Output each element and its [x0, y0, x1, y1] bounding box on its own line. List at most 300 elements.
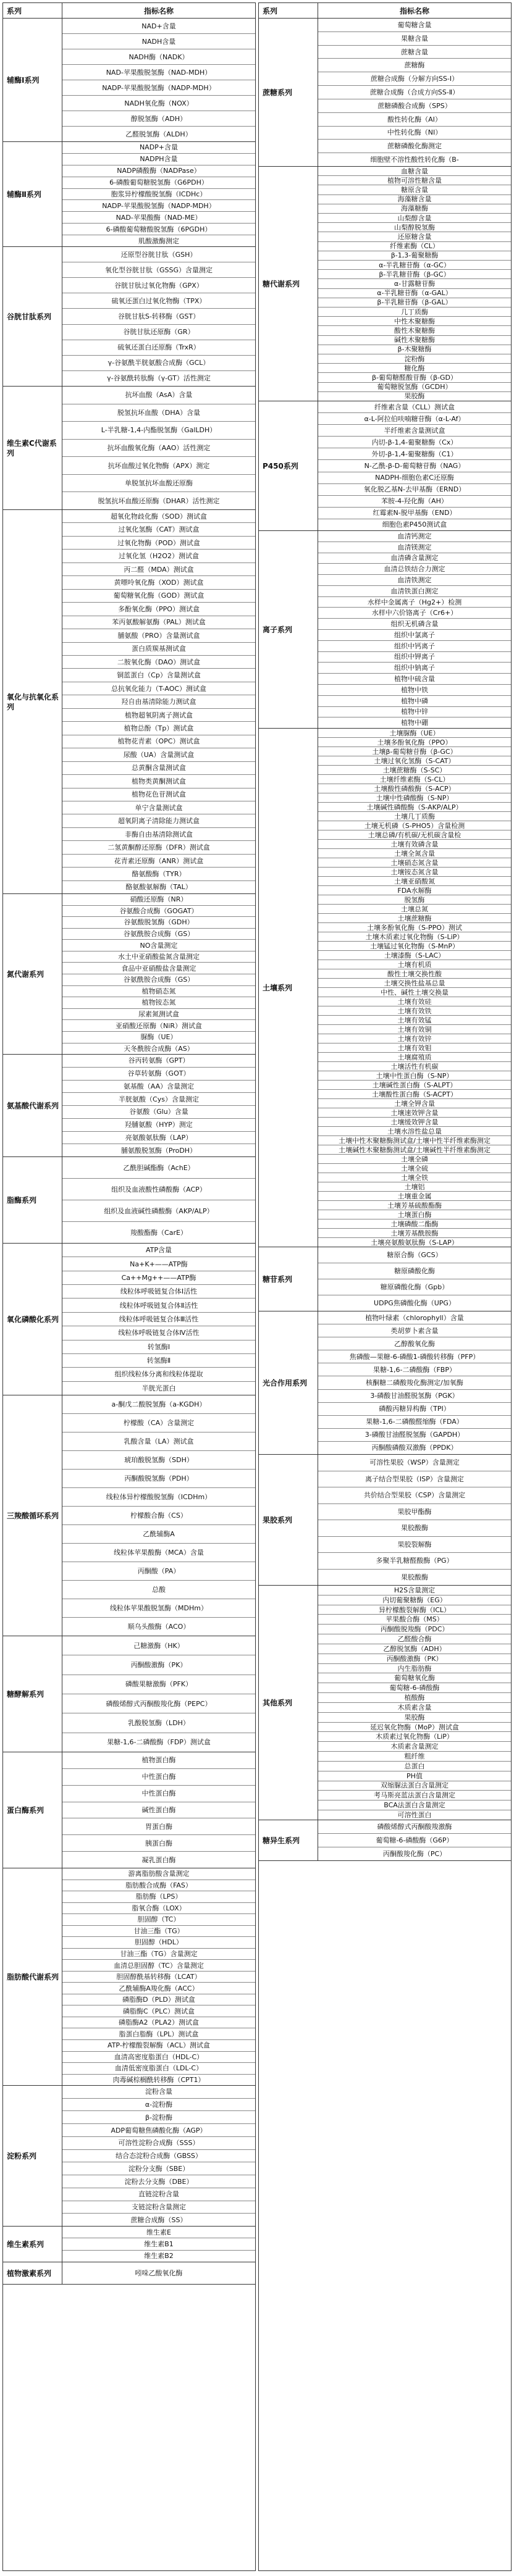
indicator-item: 超氧阴离子清除能力测试盒	[62, 814, 255, 827]
series-name: 氨基酸代谢系列	[3, 1055, 62, 1156]
indicator-item: 羧酸酯酶（CarE）	[130, 1228, 187, 1237]
indicator-item: α-半乳糖苷酶（α-GAL）	[318, 289, 511, 298]
indicator-list	[62, 510, 255, 893]
indicator-item: 脂肪酶（LPS）	[62, 1891, 255, 1903]
indicator-item: 葡萄糖-6-磷酸酶（G6P）	[318, 1834, 511, 1847]
indicator-item: 乙醛脱氢酶（ALDH）	[125, 130, 192, 138]
indicator-list	[62, 1244, 255, 1395]
series-name: 维生素系列	[3, 2227, 62, 2262]
indicator-item: 线粒体苹果酸脱氢酶（MDHm）	[62, 1599, 255, 1618]
indicator-item: 谷氨酰胺合成酶（GS）	[62, 974, 255, 986]
indicator-item: 吲哚乙酸氧化酶	[135, 2269, 183, 2277]
series-group	[259, 1311, 511, 1455]
indicator-item: 谷草转氨酶（GOT）	[62, 1068, 255, 1081]
indicator-item: 内生脂肪酶	[318, 1664, 511, 1674]
indicator-item: 血清磷含量测定	[318, 553, 511, 564]
indicator-item: NADH含量	[62, 34, 255, 49]
indicator-item: 土壤蛋白酶	[318, 1210, 511, 1219]
indicator-item: 3-磷酸甘油醛脱氢酶（GAPDH）	[318, 1429, 511, 1442]
indicator-item: 乙醇脱氢酶（ADH）	[318, 1644, 511, 1654]
series-name: 谷胱甘肽系列	[3, 247, 62, 386]
indicator-list	[318, 401, 511, 530]
indicator-item: 苹果酸合酶（MS）	[318, 1615, 511, 1625]
series-name: 辅酶Ⅱ系列	[3, 142, 62, 246]
indicator-item: 组织无机磷含量	[318, 619, 511, 630]
indicator-item: NADP-苹果酸脱氢酶（NADP-MDH）	[62, 80, 255, 96]
series-group	[3, 142, 255, 247]
indicator-item: 土壤纤维素酶（S-CL）	[318, 775, 511, 784]
indicator-item: 支链淀粉含量测定	[62, 2201, 255, 2214]
indicator-item: 磷酸烯醇式丙酮酸羧化酶（PEPC）	[62, 1694, 255, 1713]
indicator-item: 氧化脱乙基N-去甲基酶（ERND）	[318, 484, 511, 496]
indicator-item: 植物超氧阴离子测试盒	[62, 709, 255, 722]
indicator-item: 甘油三酯（TG）含量测定	[62, 1949, 255, 1960]
indicator-item: 6-磷酸葡萄糖酸脱氢酶（6PGDH）	[62, 224, 255, 235]
indicator-item: 酸性木聚糖酶	[318, 326, 511, 335]
indicator-item: 组织中钙离子	[318, 641, 511, 652]
indicator-item: 木质素含量	[318, 1703, 511, 1713]
indicator-item: 果胶甲酯酶	[318, 1504, 511, 1521]
left-table-header	[3, 3, 255, 19]
indicator-item: 果胶酸酶	[318, 1520, 511, 1537]
indicator-item: 中性、碱性土壤交换量	[318, 988, 511, 997]
indicator-item: 直链淀粉含量	[62, 2188, 255, 2201]
indicator-item: 还原型谷胱甘肽（GSH）	[62, 247, 255, 262]
indicator-list	[62, 1395, 255, 1636]
indicator-item: 碱性木聚糖酶	[318, 336, 511, 345]
indicator-item: 单脱氢抗坏血酸还原酶	[62, 475, 255, 493]
indicator-item: 琥珀酸脱氢酶（SDH）	[62, 1451, 255, 1470]
indicator-list	[318, 1586, 511, 1820]
indicator-item: 土壤脲酶（UE）	[318, 729, 511, 738]
indicator-item: 土壤全钾含量	[318, 1099, 511, 1108]
indicator-item: 淀粉分支酶（SBE）	[62, 2162, 255, 2175]
indicator-item: 土壤腐殖质	[318, 1053, 511, 1062]
indicator-item: 土壤全磷	[318, 1155, 511, 1164]
indicator-item: 果胶酶	[404, 392, 425, 401]
indicator-item: 谷氨酸合成酶（GOGAT）	[62, 906, 255, 918]
series-group	[259, 1586, 511, 1820]
series-group	[3, 387, 255, 510]
indicator-item: 土壤蔗糖酶（S-SC）	[318, 766, 511, 775]
indicator-list	[62, 387, 255, 509]
indicator-item: 蔗糖含量	[318, 46, 511, 59]
indicator-item: α-甘露糖苷酶	[318, 279, 511, 288]
indicator-item: 土壤重金属	[318, 1192, 511, 1201]
indicator-item: 还原糖含量	[318, 232, 511, 241]
series-name: 淀粉系列	[3, 2086, 62, 2226]
series-group	[259, 1455, 511, 1586]
indicator-item: 谷胱甘肽S-转移酶（GST）	[62, 309, 255, 324]
indicator-item: 植物中硼	[401, 719, 428, 727]
indicator-item: 乳酸含量（LA）测试盒	[62, 1432, 255, 1451]
indicator-list	[318, 19, 511, 166]
indicator-list	[318, 167, 511, 401]
indicator-item: 胆固醇（TC）	[62, 1914, 255, 1926]
indicator-item: 血清总铁结合力测定	[318, 564, 511, 575]
indicator-item: 糖原含量	[318, 185, 511, 194]
indicator-item: 谷氨酰胺合成酶（GS）	[62, 929, 255, 940]
series-group	[3, 1055, 255, 1157]
indicator-item: 葡萄糖-6-磷酸酶	[318, 1683, 511, 1693]
indicator-item: 维生素B1	[62, 2238, 255, 2250]
series-group	[3, 894, 255, 1055]
indicator-item: 线粒体呼吸链复合体Ⅱ活性	[62, 1298, 255, 1312]
indicator-item: 硫氧还蛋白还原酶（TrxR）	[62, 340, 255, 356]
indicator-item: 土壤亮氨酸氨肽酶（S-LAP）	[371, 1238, 458, 1247]
indicator-item: 蔗糖合成酶（合成方向SS-Ⅱ）	[318, 86, 511, 99]
indicator-item: 延迟氧化物酶（MoP）测试盒	[318, 1723, 511, 1733]
indicator-item: 醇脱氢酶（ADH）	[62, 111, 255, 127]
series-name: 糖异生系列	[259, 1820, 318, 1860]
indicator-item: 土壤有效铜	[318, 1025, 511, 1034]
series-name: 氮代谢系列	[3, 894, 62, 1054]
indicator-item: NADP-苹果酸脱氢酶（NADP-MDH）	[62, 200, 255, 212]
indicator-item: 植物花青素（OPC）测试盒	[62, 735, 255, 748]
indicator-item: 植酸酶	[318, 1693, 511, 1703]
series-group	[259, 1247, 511, 1311]
indicator-item: 多聚半乳糖醛酸酶（PG）	[318, 1553, 511, 1570]
indicator-item: 脯氨酸脱氢酶（ProDH）	[120, 1146, 197, 1155]
indicator-item: 酸性土壤交换性酸	[318, 969, 511, 979]
indicator-item: 土壤多酚氧化酶（S-PPO）测试	[318, 923, 511, 932]
indicator-item: 丙酮酸（PA）	[62, 1562, 255, 1581]
indicator-item: 植物蛋白酶	[62, 1752, 255, 1769]
indicator-item: 乙醇酸氧化酶	[318, 1337, 511, 1350]
indicator-item: 土壤碱性木聚糖酶测试盒/土壤碱性半纤维素酶测定	[318, 1145, 511, 1155]
indicator-list	[62, 1055, 255, 1156]
series-group	[3, 2262, 255, 2285]
indicator-item: 土壤磷酸二酯酶	[318, 1219, 511, 1229]
indicator-item: 淀粉酶	[318, 354, 511, 364]
series-group	[259, 531, 511, 729]
indicator-item: 木质素过氧化物酶（LiP）	[318, 1732, 511, 1742]
indicator-item: 土壤硝态氮含量	[318, 858, 511, 868]
series-group	[259, 401, 511, 531]
indicator-item: 土壤芳基硫酸酯酶	[318, 1201, 511, 1210]
indicator-item: 考马斯亮蓝法蛋白含量测定	[318, 1791, 511, 1800]
indicator-item: 肌酸激酶测定	[138, 236, 179, 245]
indicator-item: 内切-β-1,4-葡聚糖酶（Cx）	[318, 437, 511, 448]
series-group	[3, 2227, 255, 2262]
indicator-item: 糖原磷酸化酶（Gpb）	[318, 1279, 511, 1295]
indicator-item: 超氧化物歧化酶（SOD）测试盒	[62, 510, 255, 523]
indicator-item: 乙酰辅酶A羧化酶（ACC）	[62, 1983, 255, 1994]
indicator-item: 磷脂酶C（PLC）测试盒	[62, 2005, 255, 2017]
indicator-item: 中性转化酶（NI）	[318, 127, 511, 140]
indicator-item: 非酶自由基清除测试盒	[62, 828, 255, 841]
indicator-item: NAD+含量	[62, 19, 255, 34]
indicator-list	[318, 1311, 511, 1454]
indicator-item: 土壤蔗糖酶	[318, 914, 511, 923]
indicator-item: 土壤酸性蛋白酶（S-ACPT）	[318, 1090, 511, 1099]
indicator-item: 二胺氧化酶（DAO）测试盒	[62, 656, 255, 669]
indicator-item: 脂肪酸合成酶（FAS）	[62, 1880, 255, 1892]
indicator-item: 己糖激酶（HK）	[62, 1636, 255, 1655]
indicator-item: Na+K+——ATP酶	[62, 1257, 255, 1271]
indicator-item: 组织及血液碱性磷酸酶（AKP/ALP）	[62, 1200, 255, 1222]
indicator-item: 酸性转化酶（AI）	[318, 113, 511, 127]
indicator-item: NADPH含量	[62, 154, 255, 165]
indicator-item: 氧化型谷胱甘肽（GSSG）含量测定	[62, 262, 255, 278]
indicator-item: 血清钙测定	[318, 531, 511, 542]
indicator-item: 尿素氮测试盒	[62, 1009, 255, 1021]
indicator-item: 羟自由基清除能力测试盒	[62, 695, 255, 708]
indicator-item: 磷酸果糖激酶（PFK）	[62, 1675, 255, 1694]
indicator-item: 半胱光蛋白	[141, 1384, 176, 1392]
indicator-item: 谷氨酸（Glu）含量	[62, 1106, 255, 1119]
indicator-item: 蔗糖磷酸化酶测定	[318, 140, 511, 153]
indicator-item: 维生素E	[62, 2227, 255, 2238]
indicator-item: 土壤酸性磷酸酶（S-ACP）	[318, 784, 511, 793]
series-name: 离子系列	[259, 531, 318, 728]
indicator-item: 亮氨酸氨肽酶（LAP）	[62, 1132, 255, 1145]
indicator-item: 谷胱甘肽还原酶（GR）	[62, 325, 255, 340]
indicator-item: 丙酮酸磷酸双激酶（PPDK）	[371, 1444, 458, 1452]
indicator-item: 土壤总氮	[318, 905, 511, 914]
indicator-item: 转氢酶Ⅰ	[62, 1340, 255, 1354]
indicator-item: 线粒体苹果酸酶（MCA）含量	[62, 1544, 255, 1562]
indicator-item: 羟脯氨酸（HYP）测定	[62, 1119, 255, 1132]
indicator-item: α-半乳糖苷酶（α-GC）	[318, 261, 511, 270]
indicator-item: 丙酮酸脱羧酶（PDC）	[318, 1625, 511, 1634]
series-name: P450系列	[259, 401, 318, 530]
indicator-item: 蔗糖合成酶（SS）	[130, 2215, 187, 2224]
indicator-list	[62, 1752, 255, 1868]
series-name: 脂肪酸代谢系列	[3, 1868, 62, 2085]
indicator-item: 土壤芳基酰胺酶	[318, 1229, 511, 1238]
indicator-item: 土壤中性磷酸酶（S-NP）	[318, 793, 511, 803]
indicator-item: 土壤β-葡萄糖苷酶（β-GC）	[318, 747, 511, 756]
indicator-item: 硫氧还蛋白过氧化物酶（TPX）	[62, 293, 255, 309]
indicator-item: 植物可溶性糖含量	[318, 176, 511, 185]
indicator-item: 土壤中性木聚糖酶测试盒/土壤中性半纤维素酶测定	[318, 1136, 511, 1145]
indicator-item: 葡萄糖含量	[318, 19, 511, 32]
indicator-item: 抗坏血酸过氧化物酶（APX）测定	[62, 457, 255, 475]
indicator-item: 土壤全铁	[318, 1173, 511, 1182]
indicator-item: 植物硝态氮	[62, 986, 255, 998]
indicator-item: 乙醛酸合酶	[318, 1634, 511, 1644]
indicator-item: β-半乳糖苷酶（β-GAL）	[318, 298, 511, 307]
indicator-item: 总酸	[62, 1581, 255, 1599]
indicator-list	[62, 1636, 255, 1752]
indicator-item: 脂氧合酶（LOX）	[62, 1903, 255, 1915]
series-group	[3, 1395, 255, 1636]
series-group	[3, 1636, 255, 1752]
indicator-item: 中性蛋白酶	[62, 1769, 255, 1786]
indicator-item: 丙二醛（MDA）测试盒	[62, 563, 255, 576]
indicator-item: 天冬酰胺合成酶（AS）	[124, 1044, 194, 1053]
indicator-item: 血清镁测定	[318, 542, 511, 553]
indicator-item: NAD-苹果酸酶（NAD-ME）	[62, 212, 255, 224]
indicator-item: 血清铁蛋白测定	[318, 586, 511, 597]
indicator-item: 脱氢抗坏血酸（DHA）含量	[62, 404, 255, 422]
indicator-item: 食品中亚硝酸盐含量测定	[62, 963, 255, 974]
series-group	[3, 2086, 255, 2227]
indicator-list	[62, 894, 255, 1054]
indicator-item: 双缩脲法蛋白含量测定	[318, 1781, 511, 1791]
indicator-item: 果胶酸酶	[401, 1573, 428, 1581]
indicator-item: 植物中铁	[318, 685, 511, 696]
indicator-item: 碱性蛋白酶	[62, 1802, 255, 1819]
indicator-list	[62, 19, 255, 141]
series-header: 系列	[3, 3, 62, 18]
indicator-item: 丙酮酸激酶（PK）	[62, 1655, 255, 1675]
indicator-item: 单宁含量测试盒	[62, 801, 255, 814]
indicator-item: 蛋白质羰基测试盒	[62, 643, 255, 656]
indicator-item: 谷胱甘肽过氧化物酶（GPX）	[62, 278, 255, 293]
indicator-item: NADH酶（NADK）	[62, 49, 255, 65]
indicator-item: 磷脂酶A2（PLA2）测试盒	[62, 2017, 255, 2029]
indicator-item: 脱氢抗坏血酸还原酶（DHAR）活性测定	[98, 496, 220, 505]
indicator-list	[318, 1820, 511, 1860]
indicator-item: 土壤无机磷（S-PHO5）含量检测	[318, 821, 511, 830]
indicator-item: 土壤锰过氧化物酶（S-MnP）	[318, 942, 511, 951]
indicator-item: 土壤中性蛋白酶（S-NP）	[318, 1071, 511, 1081]
indicator-item: 土壤总磷/有机碳/无机碳含量检	[318, 830, 511, 840]
indicator-item: 线粒体呼吸链复合体Ⅰ活性	[62, 1285, 255, 1298]
indicator-item: 脲酶（UE）	[62, 1032, 255, 1043]
indicator-item: 土壤活性有机碳	[318, 1062, 511, 1071]
indicator-item: 果糖含量	[318, 32, 511, 46]
indicator-item: 可溶性蛋白	[397, 1810, 432, 1819]
indicator-item: 柠檬酸合酶（CS）	[62, 1507, 255, 1525]
indicator-item: 乳酸脱氢酶（LDH）	[62, 1713, 255, 1733]
indicator-item: 土壤铵态氮含量	[318, 868, 511, 877]
series-name: 三羧酸循环系列	[3, 1395, 62, 1636]
indicator-item: 粗纤维	[318, 1752, 511, 1762]
indicator-header: 指标名称	[143, 6, 174, 15]
indicator-item: 可溶性淀粉合成酶（SSS）	[62, 2137, 255, 2150]
indicator-item: 海藻糖酶	[318, 204, 511, 214]
series-name: 果胶系列	[259, 1455, 318, 1585]
indicator-item: 线粒体呼吸链复合体Ⅲ活性	[62, 1313, 255, 1326]
series-name: 光合作用系列	[259, 1311, 318, 1454]
indicator-item: β-半乳糖苷酶（β-GC）	[318, 270, 511, 279]
indicator-item: 组织中钾离子	[318, 652, 511, 663]
indicator-item: 谷氨酸脱氢酶（GDH）	[62, 917, 255, 929]
indicator-item: 过氧化氢（H2O2）测试盒	[62, 550, 255, 562]
series-name: 氧化与抗氧化系列	[3, 510, 62, 893]
indicator-item: 血清高密度脂蛋白（HDL-C）	[62, 2052, 255, 2064]
indicator-item: 胆固醇（HDL）	[62, 1937, 255, 1949]
indicator-item: 总黄酮含量测试盒	[62, 762, 255, 775]
indicator-item: 植物总酚（Tp）测试盒	[62, 722, 255, 735]
series-name: 糖代谢系列	[259, 167, 318, 401]
indicator-item: 土壤速效钾含量	[318, 1108, 511, 1118]
indicator-item: 铜蓝蛋白（Cp）含量测试盒	[62, 669, 255, 682]
indicator-item: 土壤碱性磷酸酶（S-AKP/ALP）	[318, 803, 511, 812]
indicator-item: 组织中钠离子	[318, 663, 511, 674]
indicator-item: 葡萄糖氧化酶（GOD）测试盒	[62, 590, 255, 603]
indicator-item: 异柠檬酸裂解酶（ICL）	[318, 1605, 511, 1615]
indicator-item: ATP含量	[62, 1244, 255, 1257]
indicator-item: 细胞壁不溶性酸性转化酶（B-	[370, 156, 459, 164]
indicator-list	[318, 729, 511, 1247]
indicator-item: 谷丙转氨酶（GPT）	[62, 1055, 255, 1068]
indicator-item: 3-磷酸甘油醛脱氢酶（PGK）	[318, 1390, 511, 1403]
indicator-item: N-乙酰-β-D-葡萄糖苷酶（NAG）	[318, 460, 511, 472]
indicator-item: 葡萄糖氧化酶	[318, 1673, 511, 1683]
indicator-item: 花青素还原酶（ANR）测试盒	[62, 855, 255, 868]
indicator-item: NADH氧化酶（NOX）	[62, 96, 255, 111]
indicator-item: NO含量测定	[62, 940, 255, 951]
indicator-list	[62, 247, 255, 386]
indicator-item: 葡萄糖脱氢酶（GCDH）	[318, 383, 511, 392]
right-table-header	[259, 3, 511, 19]
indicator-item: 土壤有效磷含量	[318, 840, 511, 849]
indicator-list	[62, 142, 255, 246]
indicator-item: 氨基酸（AA）含量测定	[62, 1081, 255, 1094]
series-group	[3, 1244, 255, 1395]
indicator-item: 果糖-1,6-二磷酸酶（FDP）测试盒	[107, 1738, 211, 1747]
indicator-item: 胰蛋白酶	[62, 1835, 255, 1852]
indicator-item: 土壤全氮含量	[318, 849, 511, 858]
indicator-item: 蔗糖酶	[318, 59, 511, 72]
indicator-item: 胞浆异柠檬酸脱氢酶（ICDHc）	[62, 189, 255, 201]
indicator-item: α-L-阿拉伯呋喃糖苷酶（α-L-Af）	[318, 413, 511, 425]
indicator-item: 土壤多酚氧化酶（PPO）	[318, 738, 511, 747]
indicator-item: 植物叶绿素（chlorophyll）含量	[318, 1311, 511, 1324]
indicator-item: 总抗氧化能力（T-AOC）测试盒	[62, 682, 255, 695]
series-group	[3, 19, 255, 142]
indicator-header: 指标名称	[399, 6, 429, 15]
indicator-item: β-1,3-葡聚糖酶	[318, 251, 511, 261]
indicator-item: 淀粉去分支酶（DBE）	[62, 2175, 255, 2188]
series-group	[3, 1157, 255, 1244]
indicator-item: 黄嘌呤氧化酶（XOD）测试盒	[62, 576, 255, 589]
indicator-item: 甘油三酯（TG）	[62, 1926, 255, 1938]
series-name: 其他系列	[259, 1586, 318, 1820]
indicator-item: 土壤有效锰	[318, 1016, 511, 1025]
indicator-list	[62, 2227, 255, 2262]
indicator-item: 转氢酶Ⅱ	[62, 1354, 255, 1368]
indicator-item: L-半乳糖-1,4-内酯脱氢酶（GalLDH）	[62, 422, 255, 440]
series-name: 植物激素系列	[3, 2262, 62, 2284]
indicator-item: 土壤木质素过氧化物酶（S-LiP）	[318, 932, 511, 942]
indicator-item: 山梨醇含量	[318, 214, 511, 223]
indicator-item: 乙酰辅酶A	[62, 1525, 255, 1544]
series-group	[259, 167, 511, 401]
indicator-item: 外切-β-1,4-葡聚糖酶（C1）	[318, 448, 511, 460]
indicator-item: NAD-苹果酸脱氢酶（NAD-MDH）	[62, 65, 255, 80]
indicator-item: 苯丙氨酸解氨酶（PAL）测试盒	[62, 616, 255, 629]
indicator-item: NADP+含量	[62, 142, 255, 154]
indicator-item: 山梨醇脱氢酶	[318, 223, 511, 232]
series-name: 辅酶Ⅰ系列	[3, 19, 62, 141]
indicator-item: β-木聚糖酶	[318, 345, 511, 354]
indicator-item: 植物中硫含量	[318, 674, 511, 685]
indicator-item: 抗坏血酸（AsA）含量	[62, 387, 255, 404]
indicator-item: 血清总胆固醇（TC）含量测定	[62, 1960, 255, 1972]
indicator-item: 组织中氯离子	[318, 630, 511, 641]
indicator-list	[318, 531, 511, 728]
indicator-item: 纤维素酶（CL）	[318, 242, 511, 251]
indicator-item: 植物花色苷测试盒	[62, 788, 255, 801]
indicator-item: 线粒体异柠檬酸脱氢酶（ICDHm）	[62, 1488, 255, 1507]
indicator-list	[62, 2086, 255, 2226]
indicator-item: 总蛋白	[318, 1762, 511, 1771]
indicator-list	[62, 1868, 255, 2085]
indicator-item: 过氧化物酶（POD）测试盒	[62, 537, 255, 550]
indicator-item: FDA水解酶	[318, 886, 511, 895]
indicator-item: 淀粉含量	[62, 2086, 255, 2099]
right-series-list	[259, 19, 511, 1861]
indicator-item: 水样中六价铬离子（Cr6+）	[318, 608, 511, 619]
indicator-item: 纤维素含量（CLL）测试盒	[318, 401, 511, 413]
indicator-item: 土壤有效锌	[318, 1034, 511, 1043]
indicator-item: 土壤铝	[318, 1182, 511, 1192]
